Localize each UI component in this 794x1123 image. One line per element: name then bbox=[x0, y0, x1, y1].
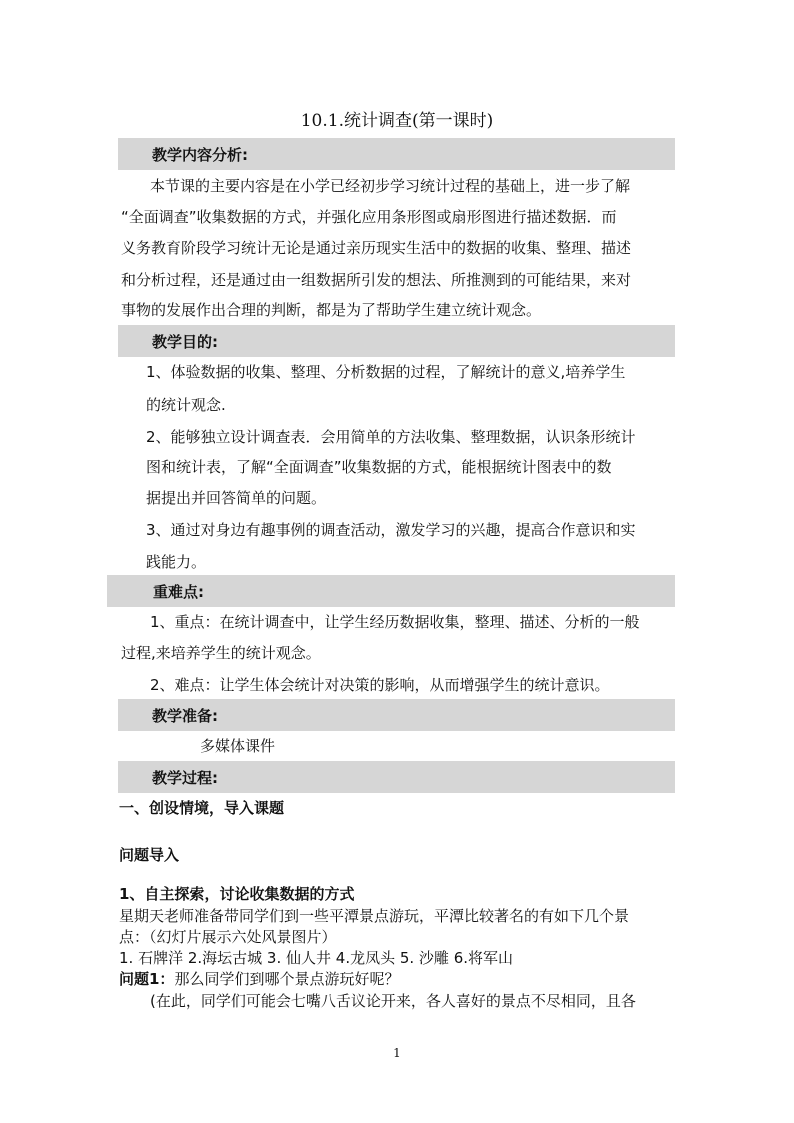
paragraph-line: 本节课的主要内容是在小学已经初步学习统计过程的基础上，进一步了解 bbox=[150, 177, 631, 195]
section-heading: 教学过程: bbox=[152, 769, 218, 787]
section-header-goals bbox=[118, 325, 675, 357]
section-header-key-points bbox=[107, 575, 675, 607]
paragraph-line: 点：（幻灯片展示六处风景图片） bbox=[119, 928, 337, 946]
page-number: 1 bbox=[393, 1046, 401, 1060]
section-heading: 重难点: bbox=[153, 583, 204, 601]
paragraph-line: 据提出并回答简单的问题。 bbox=[146, 489, 327, 507]
section-header-process bbox=[118, 761, 675, 793]
paragraph-line: 1、体验数据的收集、整理、分析数据的过程，了解统计的意义,培养学生 bbox=[146, 363, 626, 381]
section-header-prep bbox=[118, 699, 675, 731]
question-label: 问题1： bbox=[119, 970, 175, 988]
paragraph-line: 践能力。 bbox=[146, 553, 207, 571]
question-line bbox=[119, 969, 399, 989]
paragraph-line: 和分析过程，还是通过由一组数据所引发的想法、所推测到的可能结果，来对 bbox=[121, 271, 632, 289]
paragraph-line: 的统计观念. bbox=[146, 396, 226, 414]
paragraph-line: 多媒体课件 bbox=[200, 737, 276, 755]
section-heading: 教学目的: bbox=[152, 333, 218, 351]
paragraph-line: 事物的发展作出合理的判断，都是为了帮助学生建立统计观念。 bbox=[121, 301, 542, 319]
section-heading: 教学内容分析: bbox=[152, 146, 248, 164]
paragraph-line: 2、能够独立设计调查表．会用简单的方法收集、整理数据，认识条形统计 bbox=[146, 428, 636, 446]
paragraph-line: 1. 石牌洋 2.海坛古城 3. 仙人井 4.龙凤头 5. 沙雕 6.将军山 bbox=[119, 949, 514, 967]
paragraph-line: 图和统计表，了解“全面调查”收集数据的方式，能根据统计图表中的数 bbox=[146, 458, 612, 476]
subsection-heading: 1、自主探索，讨论收集数据的方式 bbox=[119, 885, 355, 903]
section-header-analysis bbox=[118, 138, 675, 170]
paragraph-line: 星期天老师准备带同学们到一些平潭景点游玩，平潭比较著名的有如下几个景 bbox=[119, 907, 630, 925]
paragraph-line: 2、难点：让学生体会统计对决策的影响，从而增强学生的统计意识。 bbox=[150, 676, 610, 694]
paragraph-line: 义务教育阶段学习统计无论是通过亲历现实生活中的数据的收集、整理、描述 bbox=[121, 239, 632, 257]
paragraph-line: 过程,来培养学生的统计观念。 bbox=[121, 644, 321, 662]
paragraph-line: “全面调查”收集数据的方式，并强化应用条形图或扇形图进行描述数据．而 bbox=[121, 208, 617, 226]
subsection-heading: 一、创设情境，导入课题 bbox=[119, 799, 285, 817]
paragraph-line: (在此，同学们可能会七嘴八舌议论开来，各人喜好的景点不尽相同，且各 bbox=[150, 992, 636, 1010]
section-heading: 教学准备: bbox=[152, 707, 218, 725]
paragraph-line: 3、通过对身边有趣事例的调查活动，激发学习的兴趣，提高合作意识和实 bbox=[146, 521, 636, 539]
subsection-heading: 问题导入 bbox=[119, 846, 180, 864]
question-text: 那么同学们到哪个景点游玩好呢？ bbox=[174, 970, 400, 988]
document-title: 10.1.统计调查(第一课时) bbox=[300, 111, 494, 131]
paragraph-line: 1、重点：在统计调查中，让学生经历数据收集，整理、描述、分析的一般 bbox=[150, 613, 640, 631]
